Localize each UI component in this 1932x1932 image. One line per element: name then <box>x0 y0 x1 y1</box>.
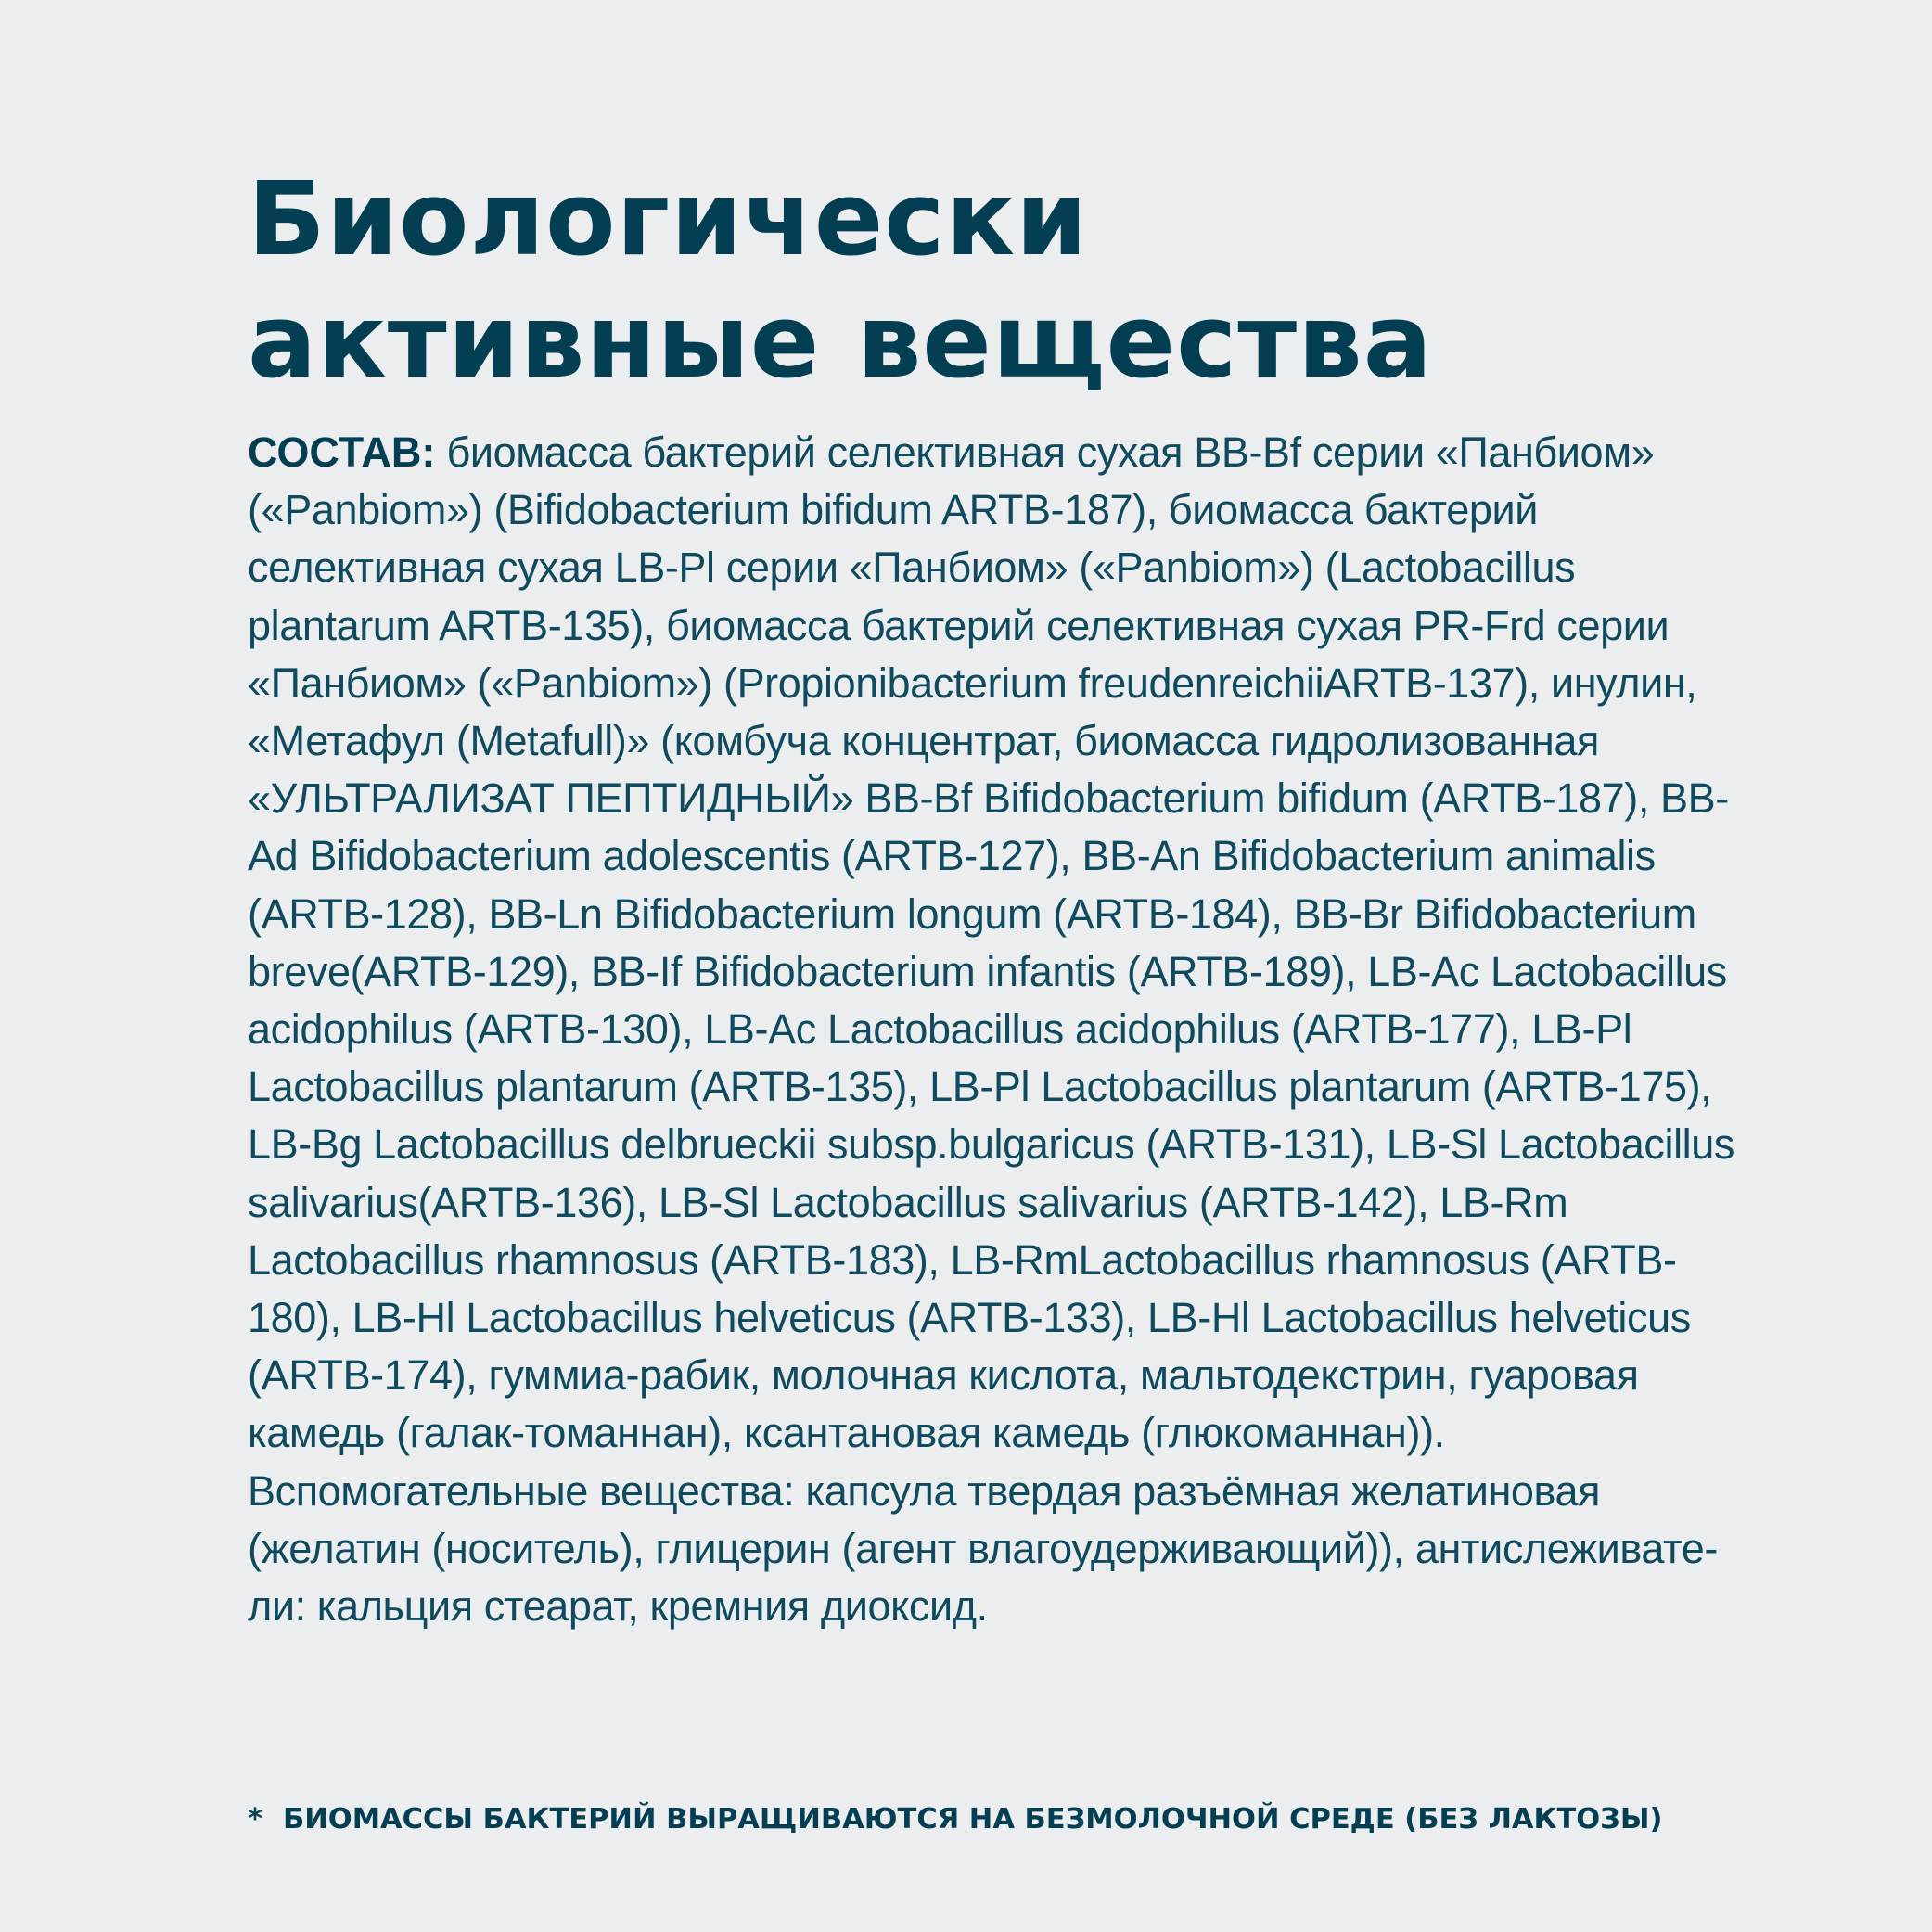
page-title-line-2: активные вещества <box>248 282 1433 401</box>
page-title-line-1: Биологически <box>248 160 1089 278</box>
composition-label: СОСТАВ: <box>248 429 436 476</box>
composition-paragraph <box>248 424 1750 1635</box>
page-title <box>248 158 1750 403</box>
footnote-text: БИОМАССЫ БАКТЕРИЙ ВЫРАЩИВАЮТСЯ НА БЕЗМОЛОЧНОЙ СРЕДЕ (БЕЗ ЛАКТОЗЫ) <box>283 1803 1663 1836</box>
footnote-asterisk: * <box>248 1803 262 1836</box>
footnote <box>248 1801 1750 1838</box>
composition-text: биомасса бактерий селективная сухая BB-Bf серии «Панбиом» («Panbiom») (Bifidobacterium bifidum ARTB-187), биомасса бактерий селективная сухая LB-Pl серии «Панбиом» («Panbiom») (Lactobacillus plantarum ARTB-135), биомасса бактерий селективная сухая PR-Frd серии «Панбиом» («Panbiom») (Propionibacterium freudenreichiiARTB-137), инулин, «Метафул (Metafull)» (комбуча концентрат, биомасса гидролизованная «УЛЬТРАЛИЗАТ ПЕПТИДНЫЙ» BB-Bf Bifidobacterium bifidum (ARTB-187), BB-Ad Bifidobacterium adolescentis (ARTB-127), BB-An Bifidobacterium animalis (ARTB-128), BB-Ln Bifidobacterium longum (ARTB-184), BB-Br Bifidobacterium breve(ARTB-129), BB-If Bifidobacterium infantis (ARTB-189), LB-Ac Lactobacillus acidophilus (ARTB-130), LB-Ac Lactobacillus acidophilus (ARTB-177), LB-Pl Lactobacillus plantarum (ARTB-135), LB-Pl Lactobacillus plantarum (ARTB-175), LB-Bg Lactobacillus delbrueckii subsp.bulgaricus (ARTB-131), LB-Sl Lactobacillus salivarius(ARTB-136), LB-Sl Lactobacillus salivarius (ARTB-142), LB-Rm Lactobacillus rhamnosus (ARTB-183), LB-RmLactobacillus rhamnosus (ARTB-180), LB-Hl Lactobacillus helveticus (ARTB-133), LB-Hl Lactobacillus helveticus (ARTB-174), гуммиа-рабик, молочная кислота, мальтодекстрин, гуаровая камедь (галак-томаннан), ксантановая камедь (глюкоманнан)). Вспомогательные вещества: капсула твердая разъёмная желатиновая (желатин (носитель), глицерин (агент влагоудерживающий)), антислеживате-ли: кальция стеарат, кремния диоксид. <box>248 429 1734 1631</box>
product-info-card <box>248 0 1750 1932</box>
